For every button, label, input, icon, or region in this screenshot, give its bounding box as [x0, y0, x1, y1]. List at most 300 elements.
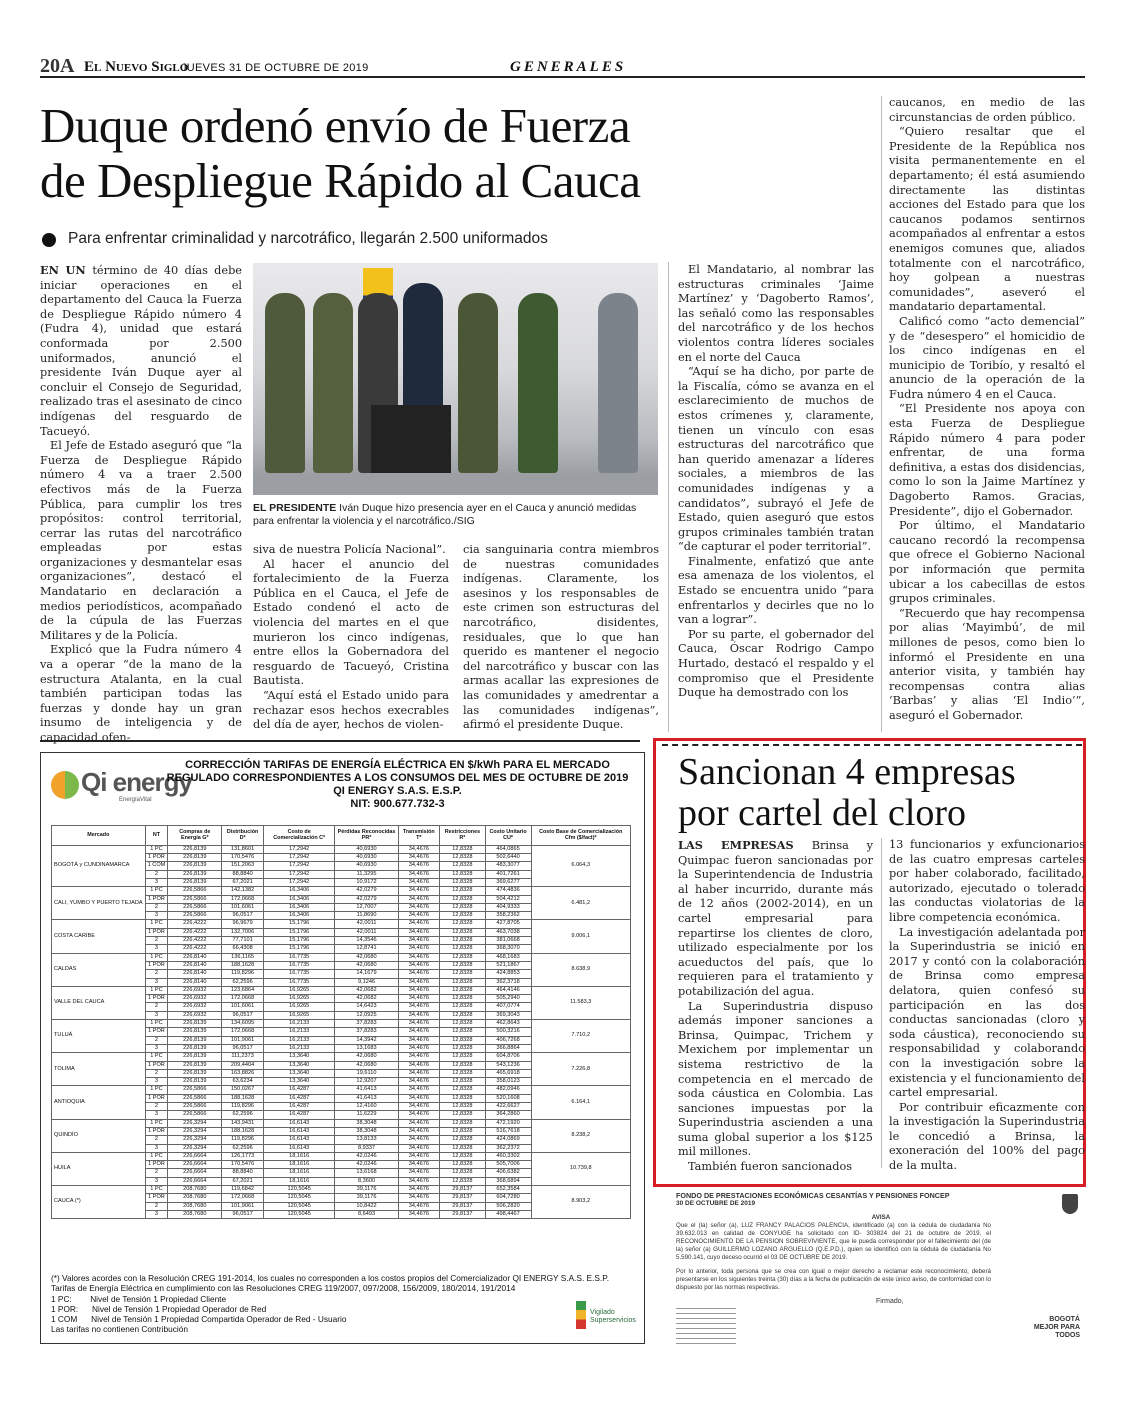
table-cell: 464,0865	[485, 845, 531, 853]
table-cell: 34,4676	[398, 986, 440, 994]
table-cell: 96,9679	[222, 920, 264, 928]
bogota-logo: BOGOTÁ MEJOR PARA TODOS	[1033, 1316, 1080, 1339]
market-cell: HUILA	[52, 1152, 146, 1185]
table-cell: 42,0682	[335, 995, 398, 1003]
table-cell: 1 POR	[145, 1127, 168, 1135]
table-cell: 482,0946	[485, 1086, 531, 1094]
paragraph: caucanos, en medio de las circunstancias de orden público.	[889, 96, 1085, 124]
table-cell: 226,8140	[168, 961, 222, 969]
table-cell: 34,4676	[398, 1161, 440, 1169]
table-cell: 34,4676	[398, 912, 440, 920]
table-cell: 16,6143	[263, 1119, 335, 1127]
table-cell: 407,0774	[485, 1003, 531, 1011]
cfm-cell: 9.006,1	[531, 920, 631, 953]
table-cell: 226,5866	[168, 1086, 222, 1094]
market-cell: CALI, YUMBO Y PUERTO TEJADA	[52, 887, 146, 920]
section-rule	[40, 740, 640, 742]
notice-signed: Firmado,	[876, 1298, 904, 1305]
table-cell: 1 PC	[145, 845, 168, 853]
table-cell: 101,6061	[222, 1003, 264, 1011]
table-cell: 34,4676	[398, 945, 440, 953]
article-column-4	[678, 263, 874, 701]
cfm-cell: 8.638,9	[531, 953, 631, 986]
paragraph: “El Presidente nos apoya con esta Fuerza de Despliegue Rápido número 4 para poder enfrentar, de una forma definitiva, a estas dos disidencias, como lo son la Jaime Martínez y Dagoberto Ramos. Gracias, Presidente”, dijo el Gobernador.	[889, 402, 1085, 518]
table-cell: 12,8328	[440, 870, 486, 878]
table-cell: 18,1616	[263, 1152, 335, 1160]
table-cell: 16,9265	[263, 1003, 335, 1011]
table-cell: 226,8139	[168, 1061, 222, 1069]
table-cell: 62,2596	[222, 978, 264, 986]
table-cell: 34,4676	[398, 1086, 440, 1094]
table-cell: 34,4676	[398, 1152, 440, 1160]
market-cell: CAUCA (*)	[52, 1185, 146, 1218]
table-cell: 34,4676	[398, 1127, 440, 1135]
table-cell: 226,8139	[168, 845, 222, 853]
table-cell: 9,1246	[335, 978, 398, 986]
paper-name: El Nuevo Siglo	[84, 59, 189, 75]
table-cell: 1 PC	[145, 953, 168, 961]
table-cell: 34,4676	[398, 1036, 440, 1044]
table-cell: 12,8328	[440, 1011, 486, 1019]
ad-note: Las tarifas no contienen Contribución	[51, 1324, 188, 1335]
paragraph: Por último, el Mandatario caucano recordó la recompensa que ofrece el Gobierno Nacional por información que permita ubicar a los cabecillas de estos grupos criminales.	[889, 519, 1085, 606]
table-header: Costo de Comercialización C*	[263, 826, 335, 846]
table-cell: 42,0246	[335, 1152, 398, 1160]
table-cell: 12,8328	[440, 928, 486, 936]
table-cell: 126,1773	[222, 1152, 264, 1160]
table-cell: 34,4676	[398, 1136, 440, 1144]
table-cell: 16,7735	[263, 961, 335, 969]
table-cell: 12,0925	[335, 1011, 398, 1019]
table-cell: 29,8137	[440, 1202, 486, 1210]
table-row	[52, 1119, 631, 1127]
table-cell: 3	[145, 1210, 168, 1218]
table-cell: 226,8140	[168, 978, 222, 986]
table-cell: 16,4287	[263, 1111, 335, 1119]
table-row	[52, 887, 631, 895]
cfm-cell: 10.739,8	[531, 1152, 631, 1185]
superservicios-logo-icon	[576, 1301, 586, 1329]
table-cell: 1 POR	[145, 928, 168, 936]
table-cell: 136,1165	[222, 953, 264, 961]
table-cell: 42,0279	[335, 895, 398, 903]
officer-figure	[518, 293, 558, 473]
table-cell: 362,2372	[485, 1144, 531, 1152]
table-cell: 119,8296	[222, 1136, 264, 1144]
table-cell: 37,8283	[335, 1020, 398, 1028]
table-cell: 208,7680	[168, 1210, 222, 1218]
table-cell: 226,5866	[168, 912, 222, 920]
table-cell: 2	[145, 1069, 168, 1077]
table-cell: 226,4222	[168, 920, 222, 928]
table-cell: 34,4676	[398, 1202, 440, 1210]
table-cell: 12,8328	[440, 970, 486, 978]
table-cell: 67,2021	[222, 1177, 264, 1185]
table-cell: 2	[145, 970, 168, 978]
table-cell: 226,3294	[168, 1136, 222, 1144]
table-cell: 1 PC	[145, 1152, 168, 1160]
table-cell: 12,8328	[440, 1119, 486, 1127]
lead-in: EN UN	[40, 263, 93, 277]
table-cell: 40,6930	[335, 845, 398, 853]
table-cell: 18,1616	[263, 1161, 335, 1169]
table-cell: 12,8328	[440, 961, 486, 969]
table-cell: 3	[145, 1078, 168, 1086]
main-headline	[40, 98, 880, 208]
table-cell: 1 PC	[145, 887, 168, 895]
page-number: 20A	[40, 55, 75, 77]
table-cell: 34,4676	[398, 903, 440, 911]
vigilado-text: Vigilado	[590, 1309, 615, 1316]
ad-note: 1 COM Nivel de Tensión 1 Propiedad Compartida Operador de Red - Usuario	[51, 1314, 347, 1325]
table-cell: 41,6413	[335, 1094, 398, 1102]
table-cell: 369,3043	[485, 1011, 531, 1019]
table-cell: 2	[145, 1169, 168, 1177]
energy-logo: Qi energy	[81, 767, 192, 797]
table-cell: 12,8328	[440, 995, 486, 1003]
cfm-cell: 6.481,2	[531, 887, 631, 920]
table-cell: 34,4676	[398, 970, 440, 978]
table-cell: 172,0668	[222, 995, 264, 1003]
cfm-cell: 6.164,1	[531, 1086, 631, 1119]
table-cell: 1 POR	[145, 854, 168, 862]
table-cell: 42,0680	[335, 1053, 398, 1061]
second-headline-line-2: por cartel del cloro	[678, 792, 967, 834]
table-cell: 368,6894	[485, 1177, 531, 1185]
table-cell: 12,8328	[440, 1169, 486, 1177]
cfm-cell: 8.238,2	[531, 1119, 631, 1152]
table-cell: 12,8328	[440, 895, 486, 903]
table-cell: 498,4467	[485, 1210, 531, 1218]
table-cell: 226,6932	[168, 1011, 222, 1019]
notice-avisa: AVISA	[871, 1214, 891, 1221]
table-cell: 96,0517	[222, 912, 264, 920]
table-header: Restricciones R*	[440, 826, 486, 846]
table-cell: 226,4222	[168, 945, 222, 953]
table-cell: 101,9061	[222, 1036, 264, 1044]
table-cell: 16,3406	[263, 903, 335, 911]
energy-logo-icon	[51, 771, 79, 799]
table-cell: 465,6918	[485, 1069, 531, 1077]
table-cell: 226,8139	[168, 854, 222, 862]
table-cell: 62,2596	[222, 1144, 264, 1152]
table-cell: 12,8328	[440, 879, 486, 887]
table-cell: 40,6930	[335, 854, 398, 862]
table-cell: 12,8328	[440, 937, 486, 945]
table-cell: 29,8137	[440, 1194, 486, 1202]
table-header: Pérdidas Reconocidas PR*	[335, 826, 398, 846]
paragraph: cia sanguinaria contra miembros de nuestras comunidades indígenas. Claramente, los asesinos y los responsables de este crimen son estructuras del narcotráfico, disidentes, residuales, que lo que han querido es mantener el negocio del narcotráfico y buscar con las armas acallar las expresiones de las comunidades y amedrentar a las comunidades indígenas”, afirmó el presidente Duque.	[463, 543, 659, 732]
table-cell: 34,4676	[398, 1094, 440, 1102]
notice-date: 30 DE OCTUBRE DE 2019	[676, 1200, 756, 1207]
table-cell: 14,3942	[335, 1036, 398, 1044]
table-cell: 63,6234	[222, 1078, 264, 1086]
table-cell: 172,0668	[222, 895, 264, 903]
table-cell: 208,7680	[168, 1185, 222, 1193]
table-cell: 226,3294	[168, 1119, 222, 1127]
table-cell: 226,6664	[168, 1177, 222, 1185]
table-cell: 208,7680	[168, 1202, 222, 1210]
table-cell: 1 COM	[145, 862, 168, 870]
table-cell: 12,8328	[440, 845, 486, 853]
table-cell: 34,4676	[398, 854, 440, 862]
table-cell: 172,0668	[222, 1028, 264, 1036]
table-cell: 111,2373	[222, 1053, 264, 1061]
paragraph: Por contribuir eficazmente con la investigación la Superindustria le concedió a Brinsa, la exoneración del 100% del pago de la multa.	[889, 1100, 1085, 1173]
cfm-cell: 7.710,2	[531, 1020, 631, 1053]
table-cell: 604,8706	[485, 1053, 531, 1061]
paragraph: “Aquí se ha dicho, por parte de la Fiscalía, cómo se avanza en el esclarecimiento de muchos de estos crímenes y, claramente, tienen un vínculo con esas estructuras del narcotráfico que han querido amenazar a líderes sociales, a miembros de las comunidades indígenas y a candidatos”, subrayó el Jefe de Estado, quien aseguró que estos grupos criminales también tratan “de capturar el poder territorial”.	[678, 365, 874, 554]
table-header: Compras de Energía G*	[168, 826, 222, 846]
table-cell: 14,6423	[335, 1003, 398, 1011]
table-cell: 226,6664	[168, 1152, 222, 1160]
table-cell: 1 POR	[145, 995, 168, 1003]
ad-title-1: CORRECCIÓN TARIFAS DE ENERGÍA ELÉCTRICA EN $/kWh PARA EL MERCADO	[185, 759, 610, 771]
table-cell: 42,0682	[335, 986, 398, 994]
table-cell: 12,8328	[440, 1136, 486, 1144]
table-cell: 16,3406	[263, 887, 335, 895]
table-cell: 12,8328	[440, 887, 486, 895]
officer-figure	[313, 293, 353, 473]
table-cell: 12,8328	[440, 1094, 486, 1102]
caption-lead: EL PRESIDENTE	[253, 502, 337, 514]
column-rule	[881, 838, 882, 1168]
table-cell: 1 POR	[145, 1161, 168, 1169]
table-cell: 15,1796	[263, 937, 335, 945]
market-cell: TULUÁ	[52, 1020, 146, 1053]
table-cell: 150,0267	[222, 1086, 264, 1094]
table-cell: 34,4676	[398, 895, 440, 903]
table-cell: 34,4676	[398, 870, 440, 878]
table-cell: 170,5476	[222, 854, 264, 862]
table-cell: 42,0246	[335, 1161, 398, 1169]
table-cell: 1 PC	[145, 1185, 168, 1193]
table-cell: 34,4676	[398, 1028, 440, 1036]
table-cell: 62,2596	[222, 1111, 264, 1119]
table-cell: 12,8741	[335, 945, 398, 953]
table-cell: 16,3406	[263, 895, 335, 903]
table-cell: 16,2133	[263, 1020, 335, 1028]
table-cell: 1 POR	[145, 1061, 168, 1069]
table-cell: 16,6143	[263, 1127, 335, 1135]
paragraph: Finalmente, enfatizó que ante esa amenaza de los violentos, el Estado se encuentra unido “para enfrentarlos y decirles que no lo van a lograr”.	[678, 554, 874, 627]
table-cell: 42,0680	[335, 953, 398, 961]
table-cell: 13,6168	[335, 1169, 398, 1177]
table-cell: 226,8139	[168, 1069, 222, 1077]
market-cell: QUINDÍO	[52, 1119, 146, 1152]
table-cell: 12,8328	[440, 1069, 486, 1077]
table-cell: 12,8328	[440, 1003, 486, 1011]
table-cell: 358,2362	[485, 912, 531, 920]
table-cell: 34,4676	[398, 928, 440, 936]
table-cell: 34,4676	[398, 1053, 440, 1061]
notice-body-2: Por lo anterior, toda persona que se crea con igual o mejor derecho a reclamar este reconocimiento, deberá presentarse en los siguientes treinta (30) días a la fecha de publicación de este único aviso, de conformidad con lo dispuesto por las normas respectivas.	[676, 1268, 991, 1291]
table-cell: 1 POR	[145, 961, 168, 969]
table-cell: 463,7038	[485, 928, 531, 936]
table-cell: 119,8296	[222, 1103, 264, 1111]
table-cell: 17,2942	[263, 870, 335, 878]
table-cell: 12,8328	[440, 903, 486, 911]
table-cell: 170,5476	[222, 1161, 264, 1169]
table-cell: 67,2021	[222, 879, 264, 887]
table-cell: 12,8328	[440, 1078, 486, 1086]
table-cell: 506,2820	[485, 1202, 531, 1210]
table-cell: 460,3302	[485, 1152, 531, 1160]
table-cell: 172,0668	[222, 1194, 264, 1202]
table-cell: 15,1796	[263, 945, 335, 953]
table-cell: 15,1796	[263, 920, 335, 928]
table-cell: 132,7006	[222, 928, 264, 936]
table-cell: 226,8139	[168, 870, 222, 878]
table-cell: 12,8328	[440, 1161, 486, 1169]
second-column-2	[889, 838, 1085, 1174]
table-row	[52, 1020, 631, 1028]
table-cell: 500,3216	[485, 1028, 531, 1036]
table-cell: 10,9172	[335, 879, 398, 887]
table-cell: 13,3640	[263, 1069, 335, 1077]
table-cell: 66,4308	[222, 945, 264, 953]
table-cell: 226,3294	[168, 1127, 222, 1135]
table-cell: 12,8328	[440, 1053, 486, 1061]
table-cell: 34,4676	[398, 1044, 440, 1052]
table-cell: 369,6277	[485, 879, 531, 887]
table-cell: 368,3070	[485, 945, 531, 953]
ad-note: 1 PC: Nivel de Tensión 1 Propiedad Cliente	[51, 1293, 227, 1304]
table-row	[52, 845, 631, 853]
table-cell: 34,4676	[398, 1169, 440, 1177]
table-cell: 12,8328	[440, 953, 486, 961]
floor	[253, 473, 658, 495]
table-cell: 42,0011	[335, 920, 398, 928]
table-cell: 226,8140	[168, 970, 222, 978]
section-name: GENERALES	[510, 59, 627, 75]
table-cell: 2	[145, 870, 168, 878]
table-cell: 8,9337	[335, 1144, 398, 1152]
table-cell: 16,2133	[263, 1044, 335, 1052]
table-cell: 16,6143	[263, 1136, 335, 1144]
table-cell: 16,9265	[263, 995, 335, 1003]
cfm-cell: 11.583,3	[531, 986, 631, 1019]
table-cell: 464,4146	[485, 986, 531, 994]
market-cell: VALLE DEL CAUCA	[52, 986, 146, 1019]
table-cell: 1 POR	[145, 895, 168, 903]
paragraph: “Aquí está el Estado unido para rechazar esos hechos execrables del día de ayer, hechos de violen-	[253, 688, 449, 732]
table-cell: 226,6664	[168, 1169, 222, 1177]
table-cell: 2	[145, 903, 168, 911]
paragraph: LAS EMPRESAS Brinsa y Quimpac fueron sancionadas por la Superintendencia de Industria al haber incurrido, durante más de 12 años (2002-2014), en un cartel empresarial para repartirse los clientes de cloro, utilizado especialmente por los acueductos del país, que lo requieren para el tratamiento y potabilización del agua.	[678, 838, 873, 998]
ad-company: QI ENERGY S.A.S. E.S.P.	[333, 785, 462, 797]
table-cell: 10,8422	[335, 1202, 398, 1210]
table-cell: 17,2942	[263, 862, 335, 870]
table-cell: 12,8328	[440, 862, 486, 870]
table-cell: 188,1628	[222, 961, 264, 969]
paragraph: Al hacer el anuncio del fortalecimiento de la Fuerza Pública en el Cauca, el Jefe de Estado condenó el acto de violencia del martes en el que murieron los cinco indígenas, entre ellos la Gobernadora del resguardo de Tacueyó, Cristina Bautista.	[253, 557, 449, 688]
column-rule	[881, 96, 882, 732]
table-cell: 34,4676	[398, 1119, 440, 1127]
table-cell: 34,4676	[398, 1194, 440, 1202]
table-cell: 1 POR	[145, 1194, 168, 1202]
headline-line-1: Duque ordenó envío de Fuerza	[40, 98, 631, 153]
table-cell: 366,8864	[485, 1044, 531, 1052]
ad-title-2: REGULADO CORRESPONDIENTES A LOS CONSUMOS DEL MES DE OCTUBRE DE 2019	[166, 772, 629, 784]
table-cell: 42,0011	[335, 928, 398, 936]
foncep-notice	[676, 1188, 1086, 1348]
table-cell: 543,1236	[485, 1061, 531, 1069]
table-cell: 12,8328	[440, 1127, 486, 1135]
table-header: Mercado	[52, 826, 146, 846]
table-cell: 34,4676	[398, 1078, 440, 1086]
table-cell: 34,4676	[398, 845, 440, 853]
table-cell: 12,8328	[440, 1111, 486, 1119]
header-rule	[40, 76, 1085, 78]
table-cell: 12,8328	[440, 1086, 486, 1094]
table-cell: 17,2942	[263, 854, 335, 862]
paragraph: Calificó como “acto demencial” y de “desespero” el homicidio de los cinco indígenas en el municipio de Toribío, y resaltó el anuncio de la operación de la Fudra número 4 en el Cauca.	[889, 314, 1085, 401]
table-cell: 16,7735	[263, 978, 335, 986]
table-cell: 34,4676	[398, 879, 440, 887]
table-cell: 424,0869	[485, 1136, 531, 1144]
paragraph: La investigación adelantada por la Superindustria se inició en 2017 y contó con la colaboración de Brinsa como empresa delatora, quien confesó su participación en las dos conductas sancionadas (cloro y soda cáustica), reconociendo su responsabilidad y colaborando con la investigación sobre la existencia y el funcionamiento del cartel empresarial.	[889, 925, 1085, 1100]
table-cell: 34,4676	[398, 862, 440, 870]
table-cell: 226,5866	[168, 887, 222, 895]
table-cell: 42,0680	[335, 1061, 398, 1069]
table-cell: 12,9207	[335, 1078, 398, 1086]
table-cell: 77,7101	[222, 937, 264, 945]
table-cell: 16,9265	[263, 986, 335, 994]
table-cell: 226,8139	[168, 879, 222, 887]
table-cell: 42,0680	[335, 961, 398, 969]
table-cell: 226,8140	[168, 953, 222, 961]
table-cell: 34,4676	[398, 920, 440, 928]
table-cell: 16,3406	[263, 912, 335, 920]
cfm-cell: 7.226,8	[531, 1053, 631, 1086]
table-cell: 120,5045	[263, 1194, 335, 1202]
table-cell: 1 PC	[145, 920, 168, 928]
table-cell: 406,7268	[485, 1036, 531, 1044]
table-row	[52, 1086, 631, 1094]
table-cell: 1 PC	[145, 1086, 168, 1094]
second-headline	[678, 752, 1078, 834]
table-cell: 226,8139	[168, 1028, 222, 1036]
article-column-5	[889, 96, 1085, 724]
market-cell: BOGOTÁ y CUNDINAMARCA	[52, 845, 146, 886]
table-header: Transmisión T*	[398, 826, 440, 846]
table-cell: 134,6095	[222, 1020, 264, 1028]
table-cell: 18,1616	[263, 1177, 335, 1185]
table-cell: 226,6932	[168, 986, 222, 994]
table-cell: 12,8328	[440, 854, 486, 862]
table-cell: 381,0668	[485, 937, 531, 945]
seal-icon	[1062, 1194, 1078, 1214]
paragraph: EN UN término de 40 días debe iniciar operaciones en el departamento del Cauca la Fuerza de Despliegue Rápido número 4 (Fudra 4), unidad que estará conformada por 2.500 uniformados, anunció el presidente Iván Duque ayer al concluir el Consejo de Seguridad, realizado tras el asesinato de cinco indígenas del resguardo de Tacueyó.	[40, 263, 242, 438]
table-cell: 226,5866	[168, 1094, 222, 1102]
ad-note: (*) Valores acordes con la Resolución CREG 191-2014, los cuales no corresponden a los costos propios del Comercializador QI ENERGY S.A.S. E.S.P.	[51, 1273, 610, 1283]
table-cell: 208,7680	[168, 1194, 222, 1202]
table-cell: 406,6382	[485, 1169, 531, 1177]
table-cell: 2	[145, 1136, 168, 1144]
table-cell: 12,8328	[440, 1036, 486, 1044]
table-cell: 1 POR	[145, 1094, 168, 1102]
table-cell: 34,4676	[398, 1185, 440, 1193]
vigilado-sub: Superservicios	[590, 1317, 636, 1324]
vigilado-label	[590, 1309, 636, 1325]
article-top-rule	[662, 744, 1082, 746]
table-cell: 358,0123	[485, 1078, 531, 1086]
table-cell: 226,6932	[168, 995, 222, 1003]
table-cell: 12,8328	[440, 912, 486, 920]
table-cell: 483,3077	[485, 862, 531, 870]
table-cell: 34,4676	[398, 1020, 440, 1028]
